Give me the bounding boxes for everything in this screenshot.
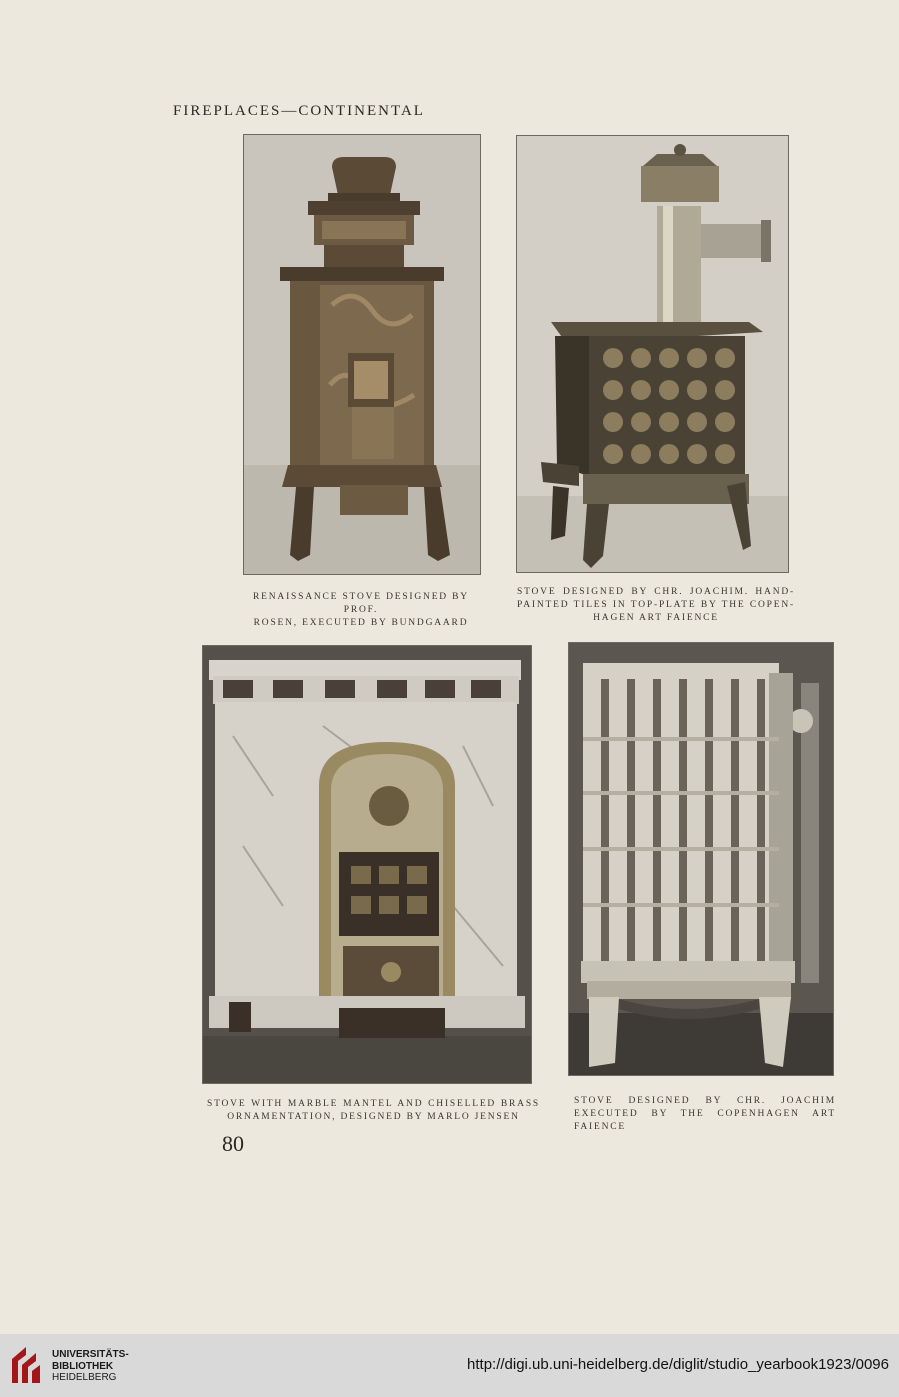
- caption-line: STOVE DESIGNED BY CHR. JOACHIM: [574, 1096, 836, 1106]
- renaissance-stove-photo: [243, 134, 481, 575]
- caption-line: PAINTED TILES IN TOP-PLATE BY THE COPEN-: [517, 600, 795, 610]
- caption-line: ORNAMENTATION, DESIGNED BY MARLO JENSEN: [227, 1112, 520, 1122]
- digitization-footer: [0, 1334, 899, 1397]
- caption-line: STOVE DESIGNED BY CHR. JOACHIM. HAND-: [517, 587, 795, 597]
- library-name-line: BIBLIOTHEK: [52, 1360, 114, 1372]
- marble-stove-caption: [207, 1098, 540, 1124]
- library-name-line: HEIDELBERG: [52, 1372, 117, 1383]
- caption-line: STOVE WITH MARBLE MANTEL AND CHISELLED BRASS: [207, 1099, 540, 1109]
- tiled-stove-caption: [517, 586, 795, 625]
- caption-line: ROSEN, EXECUTED BY BUNDGAARD: [253, 618, 469, 628]
- library-name: [52, 1349, 129, 1384]
- tiled-stove-photo: [516, 135, 789, 573]
- source-url-link[interactable]: http://digi.ub.uni-heidelberg.de/diglit/studio_yearbook1923/0096: [467, 1356, 889, 1373]
- faience-stove-caption: [574, 1095, 836, 1134]
- library-name-line: UNIVERSITÄTS-: [52, 1349, 129, 1360]
- marble-stove-photo: [202, 645, 532, 1084]
- faience-stove-photo: [568, 642, 834, 1076]
- caption-line: EXECUTED BY THE COPENHAGEN ART FAIENCE: [574, 1109, 836, 1132]
- caption-line: HAGEN ART FAIENCE: [593, 613, 719, 623]
- page-number: 80: [222, 1131, 244, 1156]
- renaissance-stove-caption: [240, 591, 482, 630]
- running-head: FIREPLACES—CONTINENTAL: [173, 103, 425, 119]
- caption-line: RENAISSANCE STOVE DESIGNED BY PROF.: [253, 592, 469, 615]
- library-logo-icon: [10, 1345, 42, 1385]
